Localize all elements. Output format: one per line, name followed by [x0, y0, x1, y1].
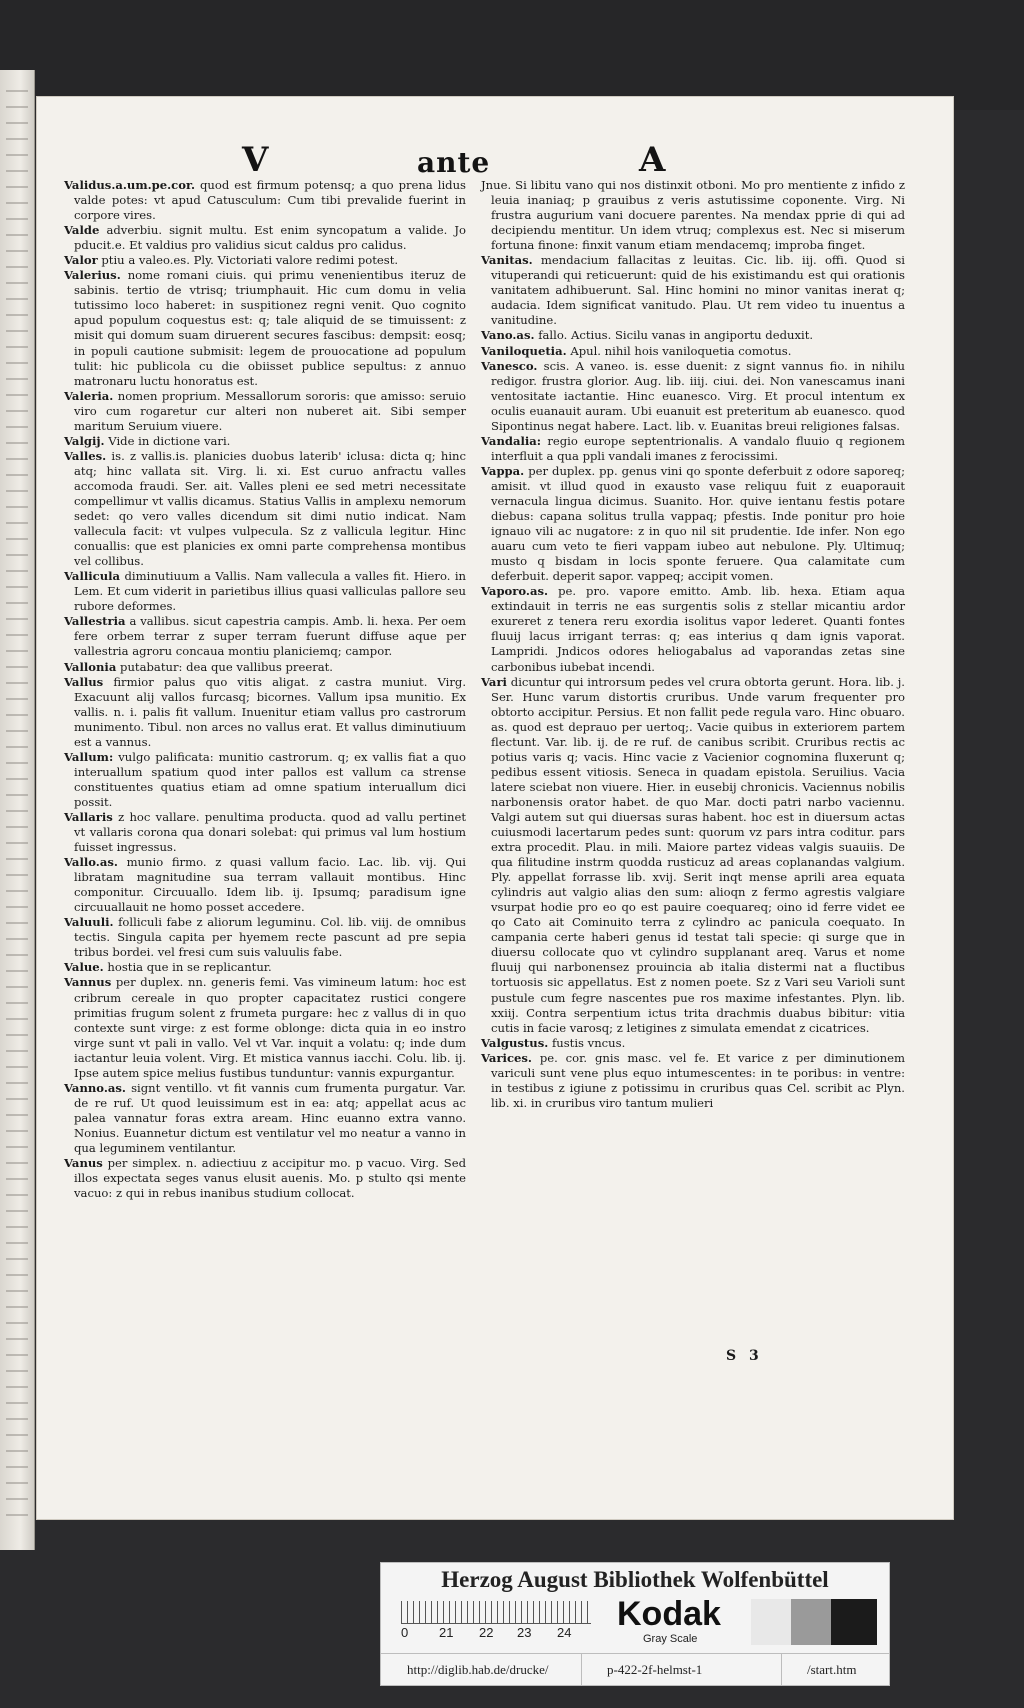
running-head-word: ante — [417, 146, 491, 179]
facing-page-line — [6, 1354, 28, 1356]
facing-page-line — [6, 378, 28, 380]
dictionary-entry — [64, 855, 466, 915]
dictionary-entry — [64, 675, 466, 750]
facing-page-line — [6, 1306, 28, 1308]
library-name: Herzog August Bibliothek Wolfenbüttel — [441, 1567, 829, 1592]
facing-page-line — [6, 1130, 28, 1132]
facing-page-line — [6, 730, 28, 732]
facing-page-line — [6, 474, 28, 476]
entry-headword: Valde — [64, 223, 100, 238]
entry-headword: Varices. — [481, 1050, 532, 1065]
facing-page-line — [6, 634, 28, 636]
right-text-column — [481, 178, 905, 1111]
url-divider — [581, 1653, 582, 1685]
entry-headword: Vari — [481, 674, 507, 689]
entry-headword: Value. — [64, 960, 104, 975]
entry-text: Apul. nihil hois vaniloquetia comotus. — [570, 343, 792, 358]
facing-page-line — [6, 122, 28, 124]
facing-page-line — [6, 1146, 28, 1148]
entry-text: pe. cor. gnis masc. vel fe. Et varice z per diminutionem variculi sunt vene plus equo intumescentes: in te poribus: in ventre: in testibus z igiune z potissimu in cruribus quas Cel. scribit ac Plyn. lib. xi. in cruribus viro tantum mulieri — [491, 1050, 906, 1110]
entry-headword: Vanus — [64, 1156, 103, 1171]
facing-page-line — [6, 1098, 28, 1100]
entry-headword: Vallonia — [64, 659, 117, 674]
entry-text: munio firmo. z quasi vallum facio. Lac. lib. vij. Qui libratam magnitudine sua terram vallauit montibus. Hinc componitur. Circuuallo. Idem lib. ij. Ipsumq; paradisum igne circuuallauit ne homo posset accedere. — [74, 855, 466, 915]
facing-page-line — [6, 106, 28, 108]
facing-page-line — [6, 1114, 28, 1116]
facing-page-line — [6, 1050, 28, 1052]
dictionary-entry — [64, 1081, 466, 1156]
facing-page-line — [6, 698, 28, 700]
facing-page-line — [6, 186, 28, 188]
facing-page-line — [6, 922, 28, 924]
printed-page — [36, 96, 954, 1520]
dictionary-entry — [481, 584, 905, 674]
facing-page-line — [6, 714, 28, 716]
facing-page-line — [6, 1258, 28, 1260]
facing-page-line — [6, 1018, 28, 1020]
entry-text: nomen proprium. Messallorum sororis: que amisso: seruio viro cum rogaretur cur alteri non nuberet ait. Sibi semper maritum Seruium viuere. — [74, 388, 466, 433]
entry-headword: Vanitas. — [481, 253, 533, 268]
entry-text: dicuntur qui introrsum pedes vel crura obtorta gerunt. Hora. lib. j. Ser. Hunc varum distortis cruribus. Unde varum frequenter pro obtorto accipitur. Persius. Et non fallit pede regula varo. Hinc obuaro. as. quod est deprauo per uertoq;. Vacie quibus in exteriorem partem flectunt. Var. lib. ij. de re ruf. de canibus scribit. Cruribus rectis ac potius varis q; vacis. Hinc vacie z Vacienior cognomina fluxerunt q; pedibus essent vitiosis. Seneca in quadam epistola. Seruilius. Vacia latere sciebat non viuere. Hier. in eusebij chronicis. Vaciennus nobilis narbonensis orator habet. de quo Mar. docti patri narbo vaciennu. Valgi autem sut qui diuersas suras habent. hoc est in diuersum actas cuiusmodi lacertarum pedes sunt: quorum vz pars intra coditur. pars extra procedit. Plau. in mili. Maiore partez videas valgis suauiis. De qua filitudine instrm quodda rusticuz ad areas coplanandas valgium. Ply. appellat forrasse lib. xvij. Serit inqt mense aprili area equata cylindris aut valgio alias den sum: alioqn z fermo agrestis valgiare vsurpat hodie pro eo qo est pauire coequareq; oino id ferre videt ee qo Cato ait Cominuito terra z cylindro ac panicula coequato. In campania certe haberi genus id testat tali specie: qi surge que in diuersu collocate quo vt cylindro supplanant areq. Varus et nome fluuij qui narbonensez prouincia ab italia distermi nat a fluctibus tortuosis sic appellatus. Est z nomen poete. Sz z Vari seu Varioli sunt pustule cum fegre nascentes pue ros maxime infestantes. Plyn. lib. xxiij. Contra serpentium ictus trita drachmis duabus bibitur: vitia cutis in facie varosq; z letigines z simulata emendat z cicatrices. — [491, 674, 905, 1035]
dictionary-entry — [64, 1156, 466, 1201]
facing-page-line — [6, 1466, 28, 1468]
facing-page-line — [6, 778, 28, 780]
entry-headword: Valgustus. — [481, 1035, 549, 1050]
entry-headword: Vallicula — [64, 569, 121, 584]
facing-page-line — [6, 170, 28, 172]
entry-text: folliculi fabe z aliorum leguminu. Col. lib. viij. de omnibus tectis. Singula capita per hyemem recte pascunt ad pre sepia tribus bordei. vel fresi cum suis valuulis fabe. — [74, 915, 467, 960]
entry-text: per duplex. pp. genus vini qo sponte deferbuit z odore saporeq; amisit. vt illud quod in exausto vase reliquu fuit z euaporauit vernacula lingua dicimus. Suanito. Hor. quive ientanu festis potare diebus: capana solitus trulla vappaq; pfestis. Inde ponitur pro hoie ignauo vili ac nugatore: z in quo nil sit prudentie. Ide infer. Non ego auaru cum veto te fieri vappam iubeo aut nebulone. Ply. Ultimuq; musto q bisdam in locis sponte feruere. Qua calamitate cum deferbuit. deperit sapor. vappeq; accipit vomen. — [491, 463, 905, 584]
url-divider — [781, 1653, 782, 1685]
facing-page-line — [6, 1418, 28, 1420]
entry-text: mendacium fallacitas z leuitas. Cic. lib. iij. offi. Quod si vituperandi qui reticuerunt: quid de his existimandu est qui orationis vanitatem adhibuerunt. Sal. Hinc homini no minor vanitas inerat q; audacia. Idem significat vanitudo. Plau. Ut rem video tu inuentus a vanitudine. — [491, 253, 905, 328]
facing-page-line — [6, 154, 28, 156]
running-head-right-letter: A — [639, 140, 666, 180]
facing-page-line — [6, 554, 28, 556]
facing-page-line — [6, 954, 28, 956]
entry-headword: Vano.as. — [481, 328, 535, 343]
facing-page-line — [6, 1338, 28, 1340]
entry-text: ptiu a valeo.es. Ply. Victoriati valore redimi potest. — [101, 253, 399, 268]
entry-headword: Vaniloquetia. — [481, 343, 567, 358]
ruler-tick: 24 — [557, 1625, 572, 1640]
facing-page-line — [6, 90, 28, 92]
entry-text: is. z vallis.is. planicies duobus laterib' iclusa: dicta q; hinc atq; hinc vallata sit. Virg. li. xi. Est curuo anfractu valles accomoda fraudi. Ser. ait. Valles pleni ee sed metri necessitate compellimur vt vallis dicamus. Statius Vallis in amplexu nemorum sedet: qo vero valles dicendum sit dimi nutio indicat. Nam vallecula facit: vt vulpes vulpecula. Sz z vallicula legitur. Hinc conuallis: que est planicies ex omni parte comprehensa montibus vel collibus. — [74, 448, 467, 569]
entry-text: quod est firmum potensq; a quo prena lidus valde potes: vt apud Catusculum: Cum tibi prevalide fuerint in corpore vires. — [74, 178, 466, 223]
facing-page-line — [6, 234, 28, 236]
facing-page-line — [6, 1498, 28, 1500]
entry-headword: Vallestria — [64, 614, 126, 629]
entry-text: regio europe septentrionalis. A vandalo fluuio q regionem interfluit a qua ppli vandali imanes z ferocissimi. — [491, 433, 906, 463]
facing-page-line — [6, 1242, 28, 1244]
dictionary-entry — [64, 750, 466, 810]
facing-page-line — [6, 650, 28, 652]
facing-page-line — [6, 1322, 28, 1324]
facing-page-line — [6, 1450, 28, 1452]
facing-page-line — [6, 842, 28, 844]
kodak-logo: Kodak — [617, 1595, 721, 1633]
entry-text: pe. pro. vapore emitto. Amb. lib. hexa. Etiam aqua extindauit in terris ne eas surgentis solis z stellar micantiu ardor exureret z tenera reru exordia isolitus vapor lederet. Quanti fontes fluuij lacus irrigant terras: q; eas interius q dam ignis vaporat. Lampridi. Jndicos odores heliogabalus ad vaporandas zetas sine carbonibus iubebat incendi. — [491, 584, 905, 674]
signature-mark: S 3 — [726, 1348, 763, 1364]
facing-page-line — [6, 202, 28, 204]
facing-page-line — [6, 410, 28, 412]
dictionary-entry — [481, 344, 905, 359]
dictionary-entry — [64, 449, 466, 569]
facing-page-edge — [0, 70, 35, 1550]
entry-text: signt ventillo. vt fit vannis cum frumenta purgatur. Var. de re ruf. Ut quod leuissimum est in ea: atq; appellat acus ac palea vannatur foras extra aream. Hinc euanno extra vanno. Nonius. Euannetur dictum est ventilatur vel mo neatur a vanno in qua leguminem ventilantur. — [74, 1080, 466, 1155]
dictionary-entry — [64, 223, 466, 253]
dictionary-entry — [64, 268, 466, 388]
facing-page-line — [6, 538, 28, 540]
dictionary-entry — [481, 178, 905, 253]
dictionary-entry — [64, 915, 466, 960]
facing-page-line — [6, 1082, 28, 1084]
facing-page-line — [6, 218, 28, 220]
facing-page-line — [6, 490, 28, 492]
entry-text: fustis vncus. — [551, 1035, 626, 1050]
facing-page-line — [6, 1434, 28, 1436]
facing-page-line — [6, 1162, 28, 1164]
dictionary-entry — [64, 975, 466, 1080]
entry-text: Jnue. Si libitu vano qui nos distinxit otboni. Mo pro mentiente z infido z leuia inaniaq; p grauibus z veris astutissime coponente. Virg. Ni frustra augurium vani docuere parentes. Na mendax pprie di qui ad decipiendu mentitur. Un idem vtruq; complexus est. Nec si miserum fortuna finone: finxit vanum etiam mendacemq; improba finget. — [481, 178, 905, 253]
gray-swatch-mid — [791, 1599, 831, 1645]
facing-page-line — [6, 602, 28, 604]
start-link[interactable]: /start.htm — [807, 1662, 857, 1677]
entry-text: adverbiu. signit multu. Est enim syncopatum a valide. Jo pducit.e. Et valdius pro validius sicut caldus pro calidus. — [74, 223, 466, 253]
entry-text: Vide in dictione vari. — [108, 433, 231, 448]
facing-page-line — [6, 794, 28, 796]
dictionary-entry — [481, 434, 905, 464]
entry-headword: Validus.a.um.pe.cor. — [64, 178, 196, 192]
entry-headword: Vallaris — [64, 809, 113, 824]
ruler-tick: 21 — [439, 1625, 454, 1640]
gray-scale-label: Gray Scale — [643, 1633, 698, 1645]
facing-page-line — [6, 810, 28, 812]
facing-page-line — [6, 1194, 28, 1196]
entry-text: diminutiuum a Vallis. Nam vallecula a valles fit. Hiero. in Lem. Et cum viderit in parietibus illius quasi valliculas pallore seu rubore deformes. — [74, 569, 467, 614]
facing-page-line — [6, 1210, 28, 1212]
facing-page-line — [6, 682, 28, 684]
ruler-tick: 22 — [479, 1625, 494, 1640]
entry-headword: Valeria. — [64, 388, 114, 403]
color-calibration-card — [380, 1562, 890, 1686]
facing-page-line — [6, 314, 28, 316]
entry-headword: Vandalia: — [481, 433, 542, 448]
entry-headword: Vanno.as. — [64, 1080, 126, 1095]
facing-page-line — [6, 1066, 28, 1068]
ruler-tick: 0 — [401, 1625, 409, 1640]
entry-headword: Vallo.as. — [64, 855, 118, 870]
facing-page-line — [6, 1002, 28, 1004]
entry-text: nome romani ciuis. qui primu venenientibus iteruz de sabinis. tertio de vtrisq; triumphauit. Hic cum domu in velia tutissimo loco haberet: in suspitionez regni venit. Quo cognito apud populum coquestus est: q; tale aliquid de se timuissent: z misit qui domum suam diruerent secures fascibus: dempsit: eosq; in populi cautione submisit: legem de prouocatione ad populum tulit: hic publicola cu die obiisset publice sepultus: z annuo matronaru luctu honoratus est. — [74, 268, 466, 388]
dictionary-entry — [64, 434, 466, 449]
running-head — [72, 140, 932, 180]
facing-page-line — [6, 1178, 28, 1180]
facing-page-line — [6, 618, 28, 620]
facing-page-line — [6, 1402, 28, 1404]
facing-page-line — [6, 1386, 28, 1388]
entry-headword: Valuuli. — [64, 915, 114, 930]
facing-page-line — [6, 874, 28, 876]
facing-page-line — [6, 1514, 28, 1516]
entry-text: z hoc vallare. penultima producta. quod ad vallu pertinet vt vallaris corona qua donari solebat: qui primus val lum hostium fuisset ingressus. — [74, 809, 466, 855]
dictionary-entry — [64, 810, 466, 855]
facing-page-line — [6, 1274, 28, 1276]
facing-page-line — [6, 586, 28, 588]
ruler-scale — [401, 1601, 591, 1624]
entry-headword: Vallus — [64, 674, 104, 689]
entry-text: hostia que in se replicantur. — [107, 960, 272, 975]
scan-backdrop — [0, 0, 1024, 110]
facing-page-line — [6, 938, 28, 940]
facing-page-line — [6, 970, 28, 972]
entry-text: per duplex. nn. generis femi. Vas vimineum latum: hoc est cribrum cereale in quo propter capacitatez rustici congere primitias frugum solent z frumeta purgare: hec z vallus di in quo contexte sunt virge: z est forme oblonge: dicta quia in eo instro virge sunt vt pali in vallo. Vel vt Var. inquit a volatu: q; inde dum iactantur leuia volent. Virg. Et mistica vannus iacchi. Colu. lib. ij. Ipse autem spice melius fustibus tunduntur: vannis expurgantur. — [74, 975, 466, 1080]
ruler-tick: 23 — [517, 1625, 532, 1640]
facing-page-line — [6, 890, 28, 892]
entry-text: firmior palus quo vitis aligat. z castra muniut. Virg. Exacuunt alij vallos furcasq; bicornes. Vallum ipsa munitio. Ex vallis. n. i. palis fit vallum. Inuenitur etiam vallus pro castrorum munimento. Tibul. non arces no vallus erat. Et vallus diminutiuum est a vannus. — [74, 674, 466, 749]
facing-page-line — [6, 282, 28, 284]
entry-headword: Valor — [64, 253, 98, 268]
facing-page-line — [6, 250, 28, 252]
entry-headword: Vappa. — [481, 463, 525, 478]
facing-page-line — [6, 746, 28, 748]
facing-page-line — [6, 266, 28, 268]
dictionary-entry — [481, 1051, 905, 1111]
library-url[interactable]: http://diglib.hab.de/drucke/ — [407, 1662, 549, 1677]
entry-text: scis. A vaneo. is. esse duenit: z signt vannus fio. in nihilu redigor. frustra glorior. Aug. lib. iiij. ciui. dei. Non vanescamus inani ventositate iactantie. Hinc euanesco. Virg. Et procul intentum ex oculis euanauit auram. Ubi euanuit est preteritum ab euanesco. quod Sipontinus negat habere. Lact. lib. v. Euanitas breui religiones falsas. — [491, 358, 905, 433]
dictionary-entry — [481, 464, 905, 584]
dictionary-entry — [64, 569, 466, 614]
entry-headword: Valgij. — [64, 433, 105, 448]
entry-text: a vallibus. sicut capestria campis. Amb. li. hexa. Per oem fere orbem terrar z super terram fuerunt diffuse aque per vallestria agroru concaua montiu planiciemq; campor. — [74, 614, 466, 659]
entry-headword: Vaporo.as. — [481, 584, 549, 599]
dictionary-entry — [64, 960, 466, 975]
dictionary-entry — [64, 614, 466, 659]
facing-page-line — [6, 362, 28, 364]
entry-headword: Vanesco. — [481, 358, 538, 373]
facing-page-line — [6, 298, 28, 300]
dictionary-entry — [481, 359, 905, 434]
shelfmark: p-422-2f-helmst-1 — [607, 1662, 703, 1677]
facing-page-line — [6, 346, 28, 348]
facing-page-line — [6, 458, 28, 460]
entry-text: putabatur: dea que vallibus preerat. — [120, 659, 333, 674]
dictionary-entry — [64, 660, 466, 675]
facing-page-line — [6, 570, 28, 572]
facing-page-line — [6, 426, 28, 428]
entry-headword: Valles. — [64, 448, 107, 463]
dictionary-entry — [481, 328, 905, 343]
running-head-left-letter: V — [242, 140, 269, 180]
gray-swatch-dark — [831, 1599, 877, 1645]
entry-text: fallo. Actius. Sicilu vanas in angiportu deduxit. — [538, 328, 814, 343]
facing-page-line — [6, 330, 28, 332]
facing-page-line — [6, 1290, 28, 1292]
entry-headword: Valerius. — [64, 268, 121, 283]
dictionary-entry — [481, 675, 905, 1036]
left-text-column — [64, 178, 466, 1201]
gray-swatch-light — [751, 1599, 791, 1645]
facing-page-line — [6, 394, 28, 396]
entry-headword: Vannus — [64, 975, 112, 990]
facing-page-line — [6, 1482, 28, 1484]
entry-headword: Vallum: — [64, 749, 114, 764]
facing-page-line — [6, 666, 28, 668]
facing-page-line — [6, 858, 28, 860]
entry-text: vulgo palificata: munitio castrorum. q; ex vallis fiat a quo interuallum spatium quod inter pallos est vallum ca strense constituentes quatius etiam ad omne spatium interuallum dici possit. — [74, 749, 467, 809]
dictionary-entry — [481, 1036, 905, 1051]
facing-page-line — [6, 138, 28, 140]
facing-page-line — [6, 1226, 28, 1228]
facing-page-line — [6, 1370, 28, 1372]
digital-library-url-bar — [381, 1653, 889, 1684]
facing-page-line — [6, 506, 28, 508]
entry-text: per simplex. n. adiectiuu z accipitur mo. p vacuo. Virg. Sed illos expectata seges vanus elusit auenis. Mo. p stulto qsi mente vacuo: z qui in rebus inanibus studium collocat. — [74, 1156, 466, 1201]
facing-page-line — [6, 522, 28, 524]
facing-page-line — [6, 986, 28, 988]
facing-page-line — [6, 826, 28, 828]
facing-page-line — [6, 442, 28, 444]
dictionary-entry — [481, 253, 905, 328]
dictionary-entry — [64, 178, 466, 223]
dictionary-entry — [64, 253, 466, 268]
facing-page-line — [6, 1034, 28, 1036]
facing-page-line — [6, 906, 28, 908]
facing-page-line — [6, 762, 28, 764]
dictionary-entry — [64, 389, 466, 434]
